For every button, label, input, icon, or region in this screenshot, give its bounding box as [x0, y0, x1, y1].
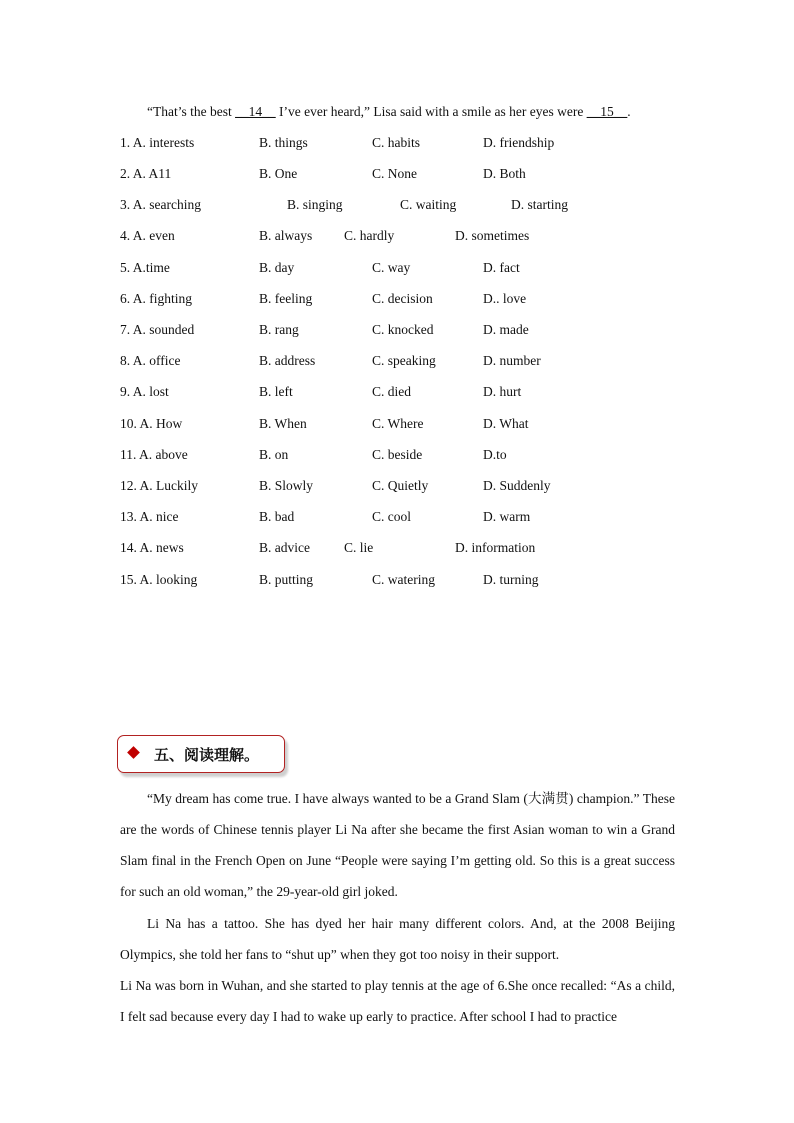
cloze-last-sentence — [120, 103, 680, 121]
option-b: B. things — [259, 135, 308, 150]
question-row — [120, 227, 680, 245]
paragraph-text: Li Na has a tattoo. She has dyed her hair many different colors. And, at the 2008 Beijing Olympics, she told her fans to “shut up” when they got too noisy in their support. — [120, 916, 675, 962]
option-b: B. rang — [259, 322, 299, 337]
option-d: D.. love — [483, 291, 527, 306]
option-a: 9. A. lost — [120, 384, 169, 399]
option-d: D. Suddenly — [483, 478, 551, 493]
option-b: B. Slowly — [259, 478, 314, 493]
option-a: 15. A. looking — [120, 572, 198, 587]
option-c: C. Where — [372, 416, 424, 431]
option-c: C. beside — [372, 447, 423, 462]
option-d: D. turning — [483, 572, 539, 587]
question-row — [120, 571, 680, 589]
option-d: D. Both — [483, 166, 526, 181]
option-d: D. starting — [511, 197, 568, 212]
option-a: 11. A. above — [120, 447, 188, 462]
option-b: B. bad — [259, 509, 295, 524]
question-row — [120, 165, 680, 183]
option-a: 8. A. office — [120, 353, 181, 368]
option-a: 2. A. A11 — [120, 166, 172, 181]
section-title: 五、阅读理解。 — [154, 746, 260, 764]
sentence-part: “That’s the best — [147, 104, 236, 119]
option-a: 3. A. searching — [120, 197, 201, 212]
question-row — [120, 259, 680, 277]
option-a: 12. A. Luckily — [120, 478, 198, 493]
option-a: 6. A. fighting — [120, 291, 193, 306]
option-c: C. None — [372, 166, 417, 181]
section-heading-box — [117, 735, 285, 773]
option-d: D.to — [483, 447, 507, 462]
question-row — [120, 446, 680, 464]
option-a: 13. A. nice — [120, 509, 179, 524]
option-a: 5. A.time — [120, 260, 170, 275]
option-c: C. waiting — [400, 197, 457, 212]
option-b: B. day — [259, 260, 295, 275]
option-c: C. died — [372, 384, 411, 399]
option-c: C. way — [372, 260, 411, 275]
option-d: D. friendship — [483, 135, 555, 150]
option-c: C. hardly — [344, 228, 395, 243]
option-b: B. advice — [259, 540, 310, 555]
question-row — [120, 352, 680, 370]
passage-paragraph-2 — [120, 908, 675, 970]
option-d: D. information — [455, 540, 536, 555]
option-c: C. lie — [344, 540, 374, 555]
question-row — [120, 290, 680, 308]
option-a: 1. A. interests — [120, 135, 195, 150]
question-row — [120, 321, 680, 339]
question-row — [120, 415, 680, 433]
question-row — [120, 196, 680, 214]
option-d: D. fact — [483, 260, 520, 275]
option-c: C. knocked — [372, 322, 434, 337]
option-a: 7. A. sounded — [120, 322, 195, 337]
question-row — [120, 508, 680, 526]
sentence-part: I’ve ever heard,” Lisa said with a smile as her eyes were — [275, 104, 587, 119]
option-a: 4. A. even — [120, 228, 175, 243]
option-b: B. When — [259, 416, 307, 431]
option-d: D. warm — [483, 509, 531, 524]
option-b: B. left — [259, 384, 293, 399]
question-row — [120, 477, 680, 495]
option-b: B. on — [259, 447, 289, 462]
paragraph-text: Li Na was born in Wuhan, and she started to play tennis at the age of 6.She once recalled: “As a child, I felt sad because every day I had to wake up early to practice. After school I had to practice — [120, 978, 675, 1024]
question-row — [120, 539, 680, 557]
option-b: B. feeling — [259, 291, 313, 306]
option-c: C. cool — [372, 509, 411, 524]
option-a: 14. A. news — [120, 540, 184, 555]
option-b: B. address — [259, 353, 316, 368]
diamond-icon — [127, 746, 140, 759]
option-b: B. One — [259, 166, 298, 181]
passage-paragraph-3 — [120, 970, 675, 1032]
option-d: D. number — [483, 353, 541, 368]
question-row — [120, 134, 680, 152]
question-row — [120, 383, 680, 401]
paragraph-text: “My dream has come true. I have always wanted to be a Grand Slam (大满贯) champion.” These are the words of Chinese tennis player Li Na after she became the first Asian woman to win a Grand Slam final in the French Open on June “People were saying I’m getting old. So this is a great success for such an old woman,” the 29-year-old girl joked. — [120, 791, 675, 899]
option-c: C. speaking — [372, 353, 436, 368]
option-c: C. Quietly — [372, 478, 429, 493]
option-b: B. singing — [287, 197, 343, 212]
option-c: C. habits — [372, 135, 421, 150]
blank-15: __15__ — [586, 104, 628, 119]
sentence-part: . — [627, 104, 631, 119]
option-d: D. What — [483, 416, 529, 431]
option-b: B. always — [259, 228, 313, 243]
option-c: C. watering — [372, 572, 435, 587]
option-d: D. made — [483, 322, 529, 337]
blank-14: __14__ — [235, 104, 276, 119]
option-d: D. sometimes — [455, 228, 530, 243]
option-b: B. putting — [259, 572, 314, 587]
option-a: 10. A. How — [120, 416, 183, 431]
option-c: C. decision — [372, 291, 433, 306]
option-d: D. hurt — [483, 384, 522, 399]
passage-paragraph-1 — [120, 783, 675, 907]
